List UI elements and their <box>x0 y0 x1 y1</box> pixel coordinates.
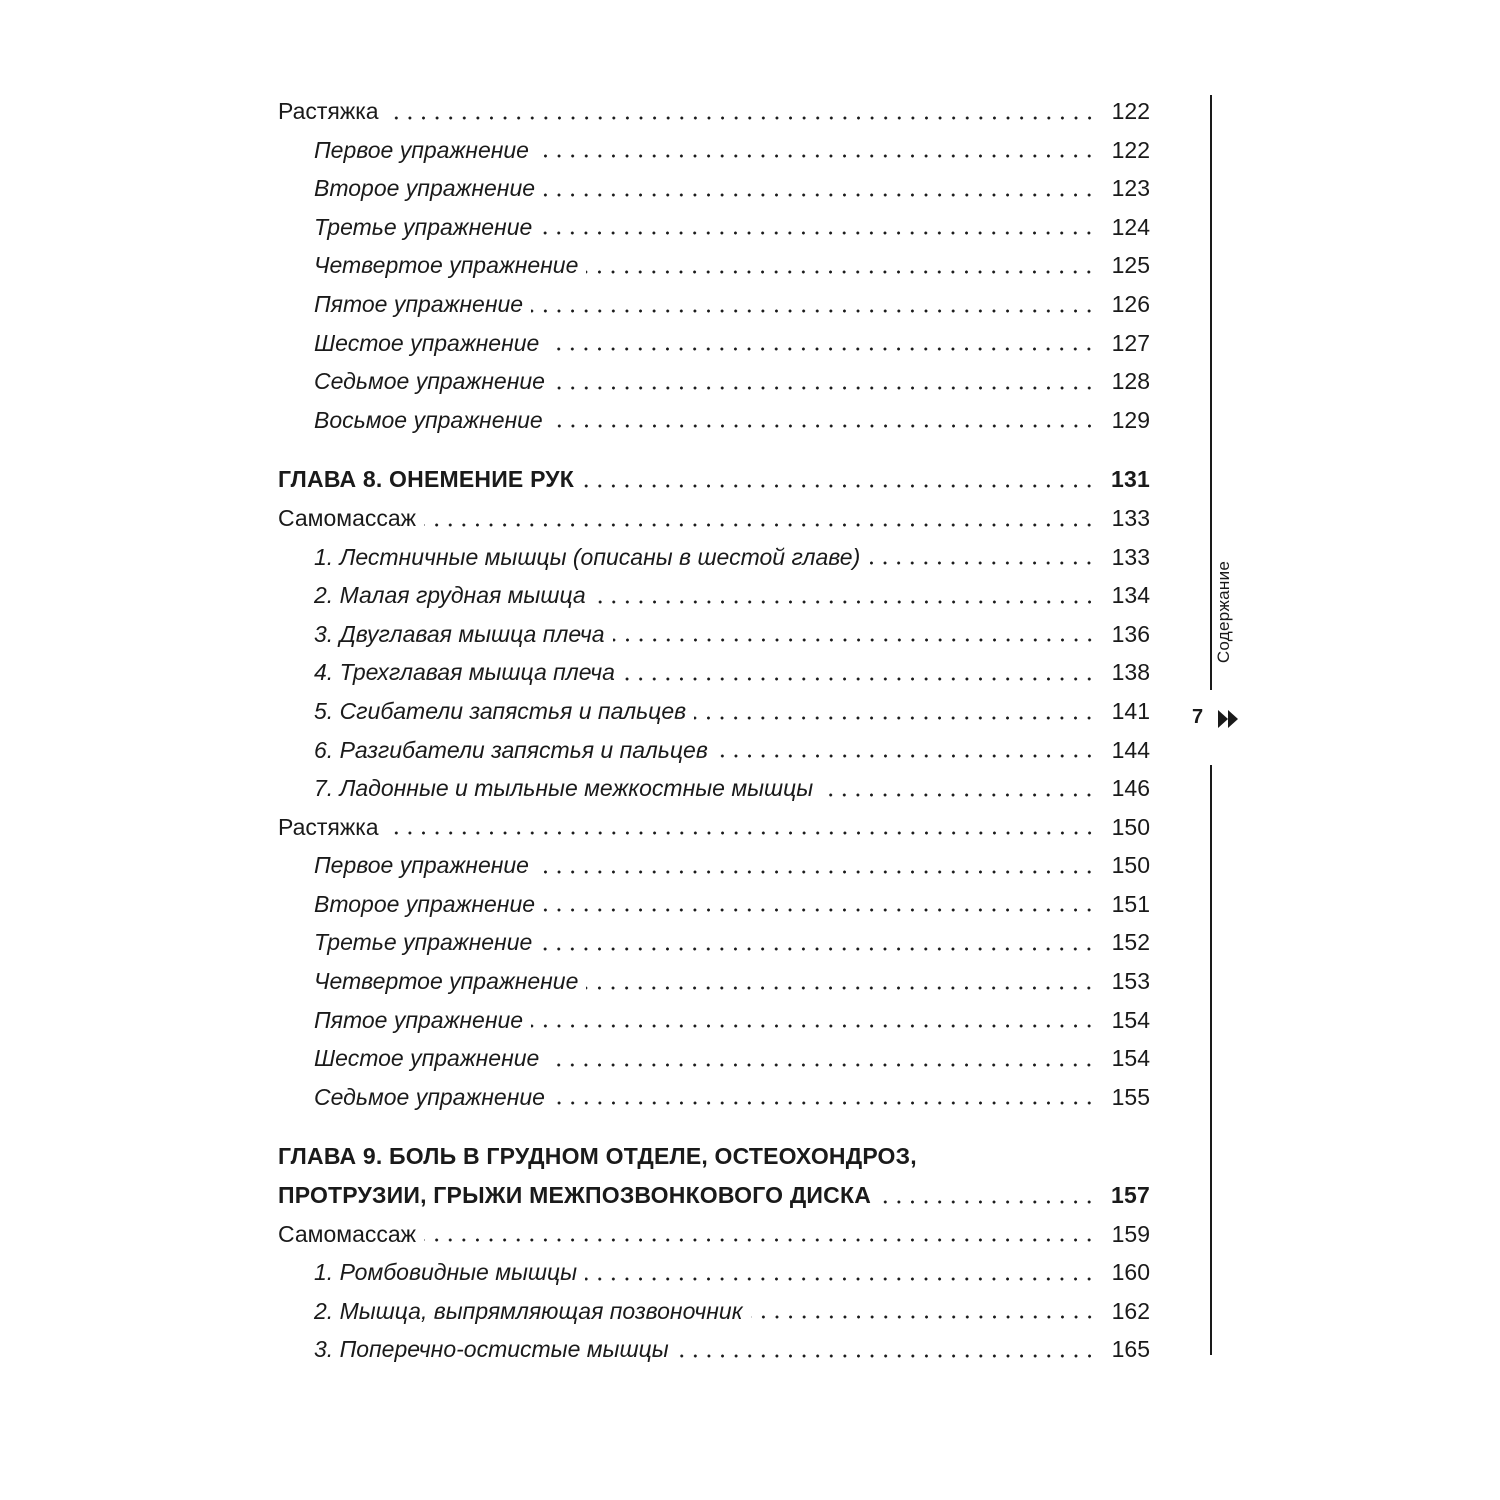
toc-entry-label: 2. Малая грудная мышца <box>314 582 586 609</box>
toc-entry-page: 160 <box>1111 1259 1150 1286</box>
toc-entry-label: 6. Разгибатели запястья и пальцев <box>314 736 708 763</box>
dot-leader <box>540 231 1096 235</box>
toc-subentry[interactable] <box>278 1001 1150 1040</box>
toc-entry-label: Второе упражнение <box>314 175 536 202</box>
toc-subentry[interactable] <box>278 846 1150 885</box>
toc-entry-page: 153 <box>1111 968 1150 995</box>
toc-subentry[interactable] <box>278 923 1150 962</box>
dot-leader <box>424 1238 1096 1242</box>
dot-leader <box>547 347 1096 351</box>
dot-leader <box>694 716 1096 720</box>
toc-subentry[interactable] <box>278 653 1150 692</box>
toc-subentry[interactable] <box>278 576 1150 615</box>
toc-entry-page: 154 <box>1111 1045 1150 1072</box>
dot-leader <box>387 831 1096 835</box>
toc-entry-label: 3. Двуглавая мышца плеча <box>314 620 605 647</box>
toc-subentry[interactable] <box>278 962 1150 1001</box>
toc-entry-page: 151 <box>1111 890 1150 917</box>
dot-leader <box>821 793 1096 797</box>
toc-entry[interactable] <box>278 1215 1150 1254</box>
toc-entry-label: 1. Ромбовидные мышцы <box>314 1259 578 1286</box>
toc-entry-page: 165 <box>1111 1336 1150 1363</box>
toc-entry-page: 136 <box>1111 620 1150 647</box>
toc-entry-label: 5. Сгибатели запястья и пальцев <box>314 697 687 724</box>
toc-entry-page: 146 <box>1111 775 1150 802</box>
toc-chapter-label-line1[interactable]: ГЛАВА 9. БОЛЬ В ГРУДНОМ ОТДЕЛЕ, ОСТЕОХОНДРОЗ, <box>278 1143 917 1170</box>
toc-subentry[interactable] <box>278 401 1150 440</box>
toc-entry-label: 7. Ладонные и тыльные межкостные мышцы <box>314 775 814 802</box>
toc-entry-page: 150 <box>1111 813 1150 840</box>
dot-leader <box>531 309 1096 313</box>
toc-entry-label: Первое упражнение <box>314 136 529 163</box>
toc-subentry[interactable] <box>278 769 1150 808</box>
toc-subentry[interactable] <box>278 731 1150 770</box>
dot-leader <box>553 386 1096 390</box>
toc-subentry[interactable] <box>278 615 1150 654</box>
toc-chapter-label: ПРОТРУЗИИ, ГРЫЖИ МЕЖПОЗВОНКОВОГО ДИСКА <box>278 1182 872 1209</box>
toc-entry-page: 133 <box>1111 504 1150 531</box>
toc-entry-label: Самомассаж <box>278 504 417 531</box>
dot-leader <box>547 1063 1096 1067</box>
dot-leader <box>387 116 1096 120</box>
dot-leader <box>540 947 1096 951</box>
toc-entry-label: Третье упражнение <box>314 929 533 956</box>
fast-forward-icon <box>1218 710 1240 728</box>
toc-entry-page: 126 <box>1111 290 1150 317</box>
toc-subentry[interactable] <box>278 324 1150 363</box>
toc-entry-label: Седьмое упражнение <box>314 368 545 395</box>
toc-subentry[interactable] <box>278 362 1150 401</box>
toc-entry-label: Растяжка <box>278 98 379 124</box>
toc-subentry[interactable] <box>278 885 1150 924</box>
toc-subentry[interactable] <box>278 1253 1150 1292</box>
toc-entry-page: 131 <box>1111 466 1150 493</box>
dot-leader <box>424 523 1096 527</box>
dot-leader <box>537 154 1096 158</box>
toc-subentry[interactable] <box>278 208 1150 247</box>
toc-entry-page: 155 <box>1111 1083 1150 1110</box>
toc-entry-label: 4. Трехглавая мышца плеча <box>314 659 615 686</box>
dot-leader <box>543 193 1096 197</box>
toc-entry-page: 157 <box>1111 1182 1150 1209</box>
toc-entry-page: 122 <box>1111 98 1150 124</box>
toc-entry-label: Четвертое упражнение <box>314 968 579 995</box>
toc-entry-label: 2. Мышца, выпрямляющая позвоночник <box>314 1297 743 1324</box>
toc-entry-label: Пятое упражнение <box>314 290 524 317</box>
dot-leader <box>543 908 1096 912</box>
vertical-rule-bottom <box>1210 765 1212 1355</box>
toc-entry-label: Самомассаж <box>278 1220 417 1247</box>
toc-entry-page: 150 <box>1111 852 1150 879</box>
dot-leader <box>582 484 1096 488</box>
toc-chapter[interactable] <box>278 460 1150 499</box>
dot-leader <box>613 638 1096 642</box>
toc-entry[interactable] <box>278 499 1150 538</box>
toc-subentry[interactable] <box>278 246 1150 285</box>
toc-entry-page: 141 <box>1111 697 1150 724</box>
toc-chapter-label: ГЛАВА 8. ОНЕМЕНИЕ РУК <box>278 466 575 493</box>
toc-entry-label: 3. Поперечно-остистые мышцы <box>314 1336 669 1363</box>
toc-subentry[interactable] <box>278 538 1150 577</box>
dot-leader <box>586 270 1096 274</box>
toc-subentry[interactable] <box>278 285 1150 324</box>
toc-chapter[interactable] <box>278 1176 1150 1215</box>
toc-entry-page: 152 <box>1111 929 1150 956</box>
toc-subentry[interactable] <box>278 1078 1150 1117</box>
dot-leader <box>553 1101 1096 1105</box>
dot-leader <box>677 1354 1096 1358</box>
toc-entry-page: 128 <box>1111 368 1150 395</box>
dot-leader <box>594 600 1096 604</box>
toc-entry-page: 124 <box>1111 213 1150 240</box>
page-number: 7 <box>1192 706 1204 728</box>
toc-entry-label: Второе упражнение <box>314 890 536 917</box>
dot-leader <box>537 870 1096 874</box>
toc-entry-label: Седьмое упражнение <box>314 1083 545 1110</box>
dot-leader <box>586 986 1096 990</box>
toc-entry-page: 138 <box>1111 659 1150 686</box>
toc-entry-label: Растяжка <box>278 813 379 840</box>
toc-subentry[interactable] <box>278 692 1150 731</box>
toc-subentry[interactable] <box>278 1292 1150 1331</box>
dot-leader <box>879 1200 1096 1204</box>
toc-entry-label: Пятое упражнение <box>314 1006 524 1033</box>
toc-entry-page: 134 <box>1111 582 1150 609</box>
toc-entry-page: 123 <box>1111 175 1150 202</box>
toc-entry-label: 1. Лестничные мышцы (описаны в шестой главе) <box>314 543 861 570</box>
toc-entry-label: Четвертое упражнение <box>314 252 579 279</box>
toc-entry[interactable] <box>278 808 1150 847</box>
toc-entry[interactable] <box>278 92 1150 131</box>
dot-leader <box>623 677 1096 681</box>
toc-entry-page: 122 <box>1111 136 1150 163</box>
toc-entry-page: 127 <box>1111 329 1150 356</box>
toc-entry-label: Шестое упражнение <box>314 329 540 356</box>
toc-subentry[interactable] <box>278 1039 1150 1078</box>
dot-leader <box>751 1315 1096 1319</box>
vertical-rule-top <box>1210 95 1212 690</box>
dot-leader <box>868 561 1096 565</box>
dot-leader <box>716 754 1096 758</box>
toc-entry-page: 133 <box>1111 543 1150 570</box>
dot-leader <box>585 1277 1096 1281</box>
toc-entry-page: 129 <box>1111 406 1150 433</box>
toc-entry-label: Шестое упражнение <box>314 1045 540 1072</box>
toc-entry-page: 154 <box>1111 1006 1150 1033</box>
toc-entry-page: 125 <box>1111 252 1150 279</box>
dot-leader <box>531 1024 1096 1028</box>
toc-subentry[interactable] <box>278 1330 1150 1369</box>
dot-leader <box>551 424 1096 428</box>
toc-entry-label: Восьмое упражнение <box>314 406 543 433</box>
toc-subentry[interactable] <box>278 169 1150 208</box>
toc-entry-page: 144 <box>1111 736 1150 763</box>
toc-entry-page: 162 <box>1111 1297 1150 1324</box>
toc-entry-label: Первое упражнение <box>314 852 529 879</box>
toc-entry-label: Третье упражнение <box>314 213 533 240</box>
section-side-label: Содержание <box>1214 560 1233 664</box>
table-of-contents <box>278 92 1150 1369</box>
toc-entry-page: 159 <box>1111 1220 1150 1247</box>
toc-subentry[interactable] <box>278 131 1150 170</box>
